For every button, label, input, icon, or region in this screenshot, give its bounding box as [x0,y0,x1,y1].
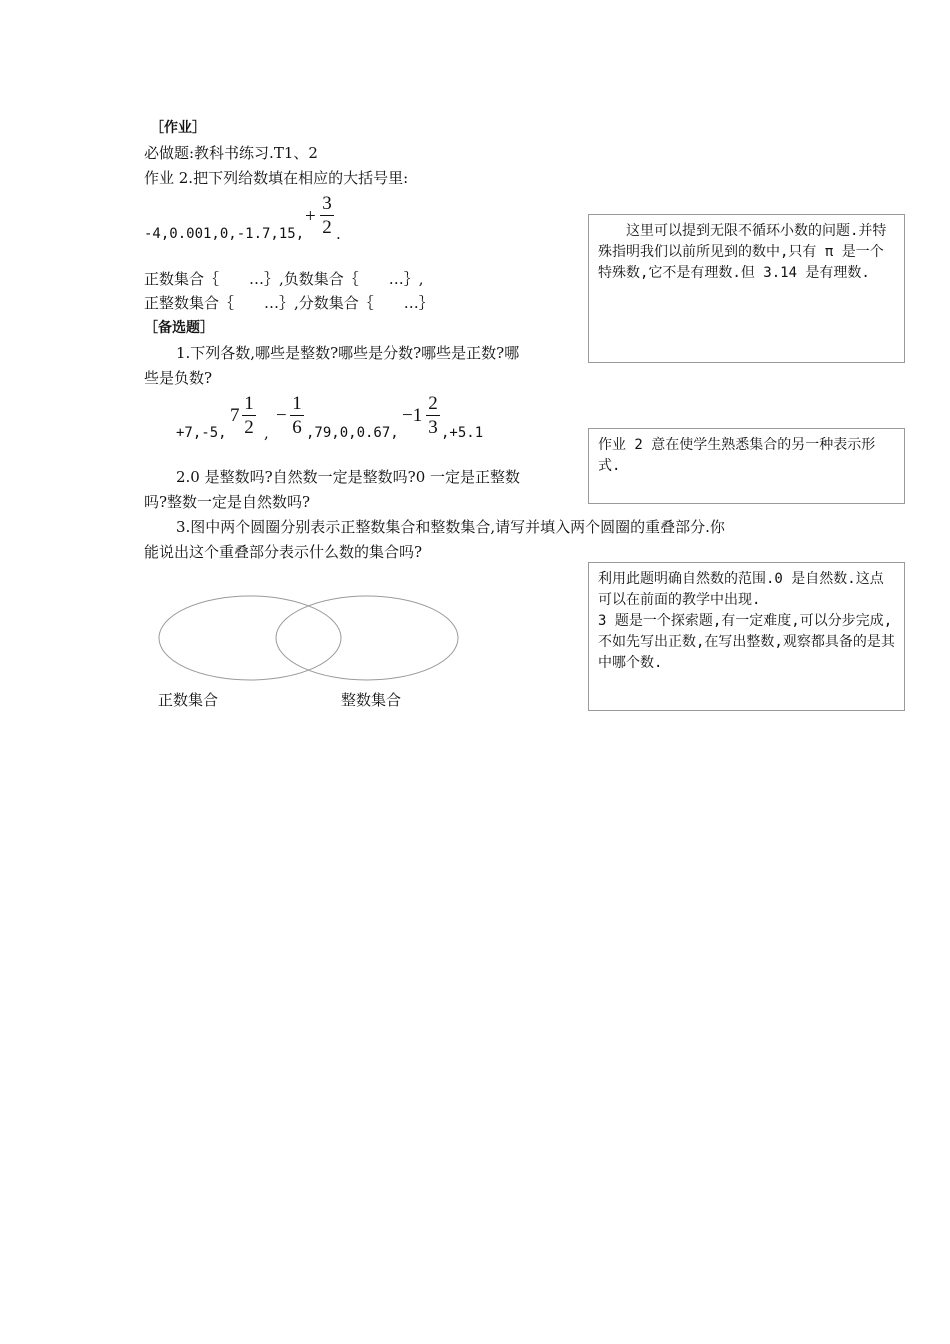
mixed-fraction-whole: 7 [230,405,240,426]
note-text: 这里可以提到无限不循环小数的问题.并特殊指明我们以前所见到的数中,只有 π 是一个特殊数,它不是有理数.但 3.14 是有理数. [598,223,887,281]
positive-integer-ellipse [159,596,341,680]
fraction-denominator: 2 [322,217,332,238]
negative-sign: − [276,405,287,426]
task2-instruction: 作业 2.把下列给数填在相应的大括号里: [144,169,409,187]
fraction-numerator: 1 [292,393,302,414]
note-text: 作业 2 意在使学生熟悉集合的另一种表示形式. [598,437,876,474]
fraction-denominator: 2 [244,417,254,438]
optional-title: ［备选题］ [144,320,214,336]
question1-suffix: ,+5.1 [441,425,484,441]
separator-comma: , [264,424,269,442]
fraction-denominator: 6 [292,417,302,438]
fraction-denominator: 3 [428,417,438,438]
fraction-sign: + [305,206,316,227]
venn-diagram [150,590,470,690]
note-box-set-notation [588,428,905,504]
homework-title: ［作业］ [150,120,206,136]
question1-middle: ,79,0,0.67, [306,425,399,441]
venn-left-label: 正数集合 [158,691,219,709]
fraction-negative-sixth [290,394,304,437]
question3-line2: 能说出这个重叠部分表示什么数的集合吗? [144,543,423,561]
sets-line-2: 正整数集合｛ …｝,分数集合｛ …｝ [144,294,434,312]
fraction-numerator: 1 [244,393,254,414]
integer-ellipse [276,596,458,680]
question2-line2: 吗?整数一定是自然数吗? [144,493,311,511]
number-list-suffix: . [336,225,341,243]
fraction-negative-one-two-thirds [426,394,440,437]
note-box-natural-numbers [588,562,905,711]
note-text: 3 题是一个探索题,有一定难度,可以分步完成,不如先写出正数,在写出整数,观察都具备的是其中哪个数. [598,613,895,671]
note-text: 利用此题明确自然数的范围.0 是自然数.这点可以在前面的教学中出现. [598,571,884,608]
fraction-bar [426,415,440,416]
fraction-numerator: 3 [322,193,332,214]
question3-line1: 3.图中两个圆圈分别表示正整数集合和整数集合,请写并填入两个圆圈的重叠部分.你 [176,518,725,536]
fraction-bar [290,415,304,416]
venn-right-label: 整数集合 [341,691,402,709]
question2-line1: 2.0 是整数吗?自然数一定是整数吗?0 一定是正整数 [176,468,521,486]
question1-line1: 1.下列各数,哪些是整数?哪些是分数?哪些是正数?哪 [176,344,520,362]
fraction-bar [242,415,256,416]
note-box-irrational [588,214,905,363]
question1-line2: 些是负数? [144,369,213,387]
fraction-bar [320,215,334,216]
fraction-seven-and-half [242,394,256,437]
required-task: 必做题:教科书练习.T1、2 [144,144,318,162]
fraction-numerator: 2 [428,393,438,414]
number-list-prefix: -4,0.001,0,-1.7,15, [144,226,305,242]
mixed-fraction-whole-negative: −1 [402,405,423,426]
sets-line-1: 正数集合｛ …｝,负数集合｛ …｝, [144,270,424,288]
fraction-three-halves [320,194,334,237]
question1-prefix: +7,-5, [176,425,227,441]
